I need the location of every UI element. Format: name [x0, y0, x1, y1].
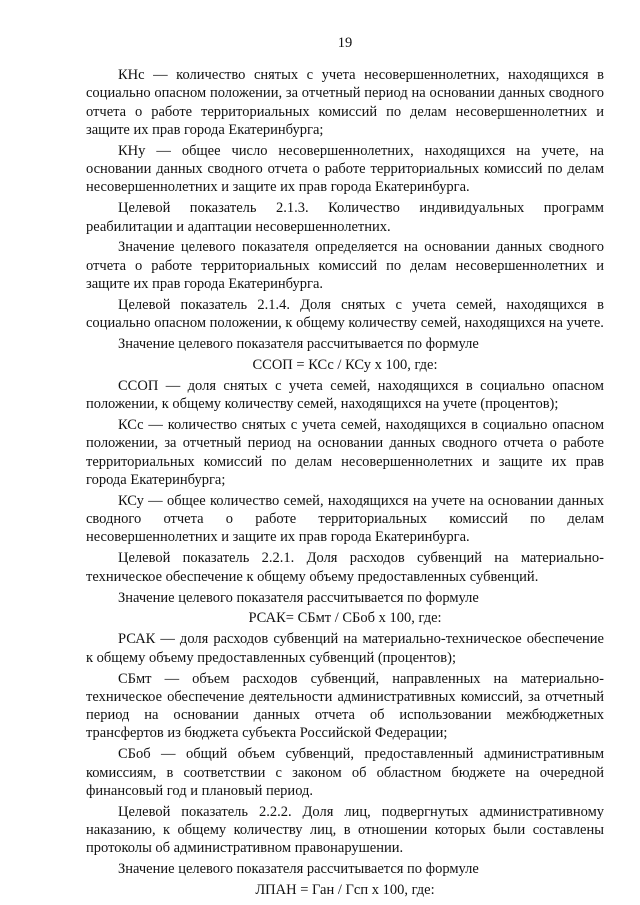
paragraph-ksu-definition: КСу — общее количество семей, находящихся на учете на основании данных сводного отчета о работе территориальных комиссий по делам несовершеннолетних и защите их прав города Екатеринбурга.: [86, 492, 604, 546]
paragraph-indicator-2-2-1: Целевой показатель 2.2.1. Доля расходов субвенций на материально-техническое обеспечение к общему объему предоставленных субвенций.: [86, 550, 604, 585]
formula-rsak: РСАК= СБмт / СБоб х 100, где:: [248, 610, 442, 627]
paragraph-indicator-2-1-4: Целевой показатель 2.1.4. Доля снятых с учета семей, находящихся в социально опасном положении, к общему количеству семей, находящихся на учете.: [86, 296, 604, 332]
paragraph-sbmt-definition: СБмт — объем расходов субвенций, направленных на материально-техническое обеспечение деятельности административных комиссий, за отчетный период на основании данных отчета об использовании межбюджетных трансфертов из бюджета субъекта Российской Федерации;: [86, 670, 604, 742]
paragraph-kns-definition: КНс — количество снятых с учета несовершеннолетних, находящихся в социально опасном положении, за отчетный период на основании данных сводного отчета о работе территориальных комиссий по делам несовершеннолетних и защите их прав города Екатеринбурга;: [86, 67, 604, 138]
paragraph-rsak-definition: РСАК — доля расходов субвенций на материально-техническое обеспечение к общему объему предоставленных субвенций (процентов);: [86, 631, 604, 666]
paragraph-indicator-2-1-3: Целевой показатель 2.1.3. Количество индивидуальных программ реабилитации и адаптации несовершеннолетних.: [86, 200, 604, 235]
paragraph-knu-definition: КНу — общее число несовершеннолетних, находящихся на учете, на основании данных сводного отчета о работе территориальных комиссий по делам несовершеннолетних и защите их прав города Екатеринбурга.: [86, 142, 604, 196]
paragraph-indicator-2-2-2: Целевой показатель 2.2.2. Доля лиц, подвергнутых административному наказанию, к общему количеству лиц, в отношении которых были составлены протоколы об административном правонарушении.: [86, 803, 604, 857]
paragraph-indicator-2-1-3-value: Значение целевого показателя определяется на основании данных сводного отчета о работе территориальных комиссий по делам несовершеннолетних и защите их прав города Екатеринбурга.: [86, 239, 604, 293]
paragraph-formula-intro: Значение целевого показателя рассчитывается по формуле: [118, 336, 479, 353]
paragraph-formula-intro: Значение целевого показателя рассчитывается по формуле: [118, 589, 479, 606]
formula-lpan: ЛПАН = Ган / Гсп х 100, где:: [255, 882, 435, 899]
page-number: 19: [337, 35, 353, 51]
paragraph-formula-intro: Значение целевого показателя рассчитывается по формуле: [118, 861, 479, 878]
paragraph-ssop-definition: ССОП — доля снятых с учета семей, находящихся в социально опасном положении, к общему количеству семей, находящихся на учете (процентов);: [86, 377, 604, 413]
paragraph-sbob-definition: СБоб — общий объем субвенций, предоставленный административным комиссиям, в соответствии с законом об областном бюджете на очередной финансовый год и плановый период.: [86, 746, 604, 799]
paragraph-kss-definition: КСс — количество снятых с учета семей, находящихся в социально опасном положении, за отчетный период на основании данных сводного отчета о работе территориальных комиссий по делам несовершеннолетних и защите их прав города Екатеринбурга;: [86, 417, 604, 488]
formula-ssop: ССОП = КСс / КСу х 100, где:: [252, 357, 438, 374]
